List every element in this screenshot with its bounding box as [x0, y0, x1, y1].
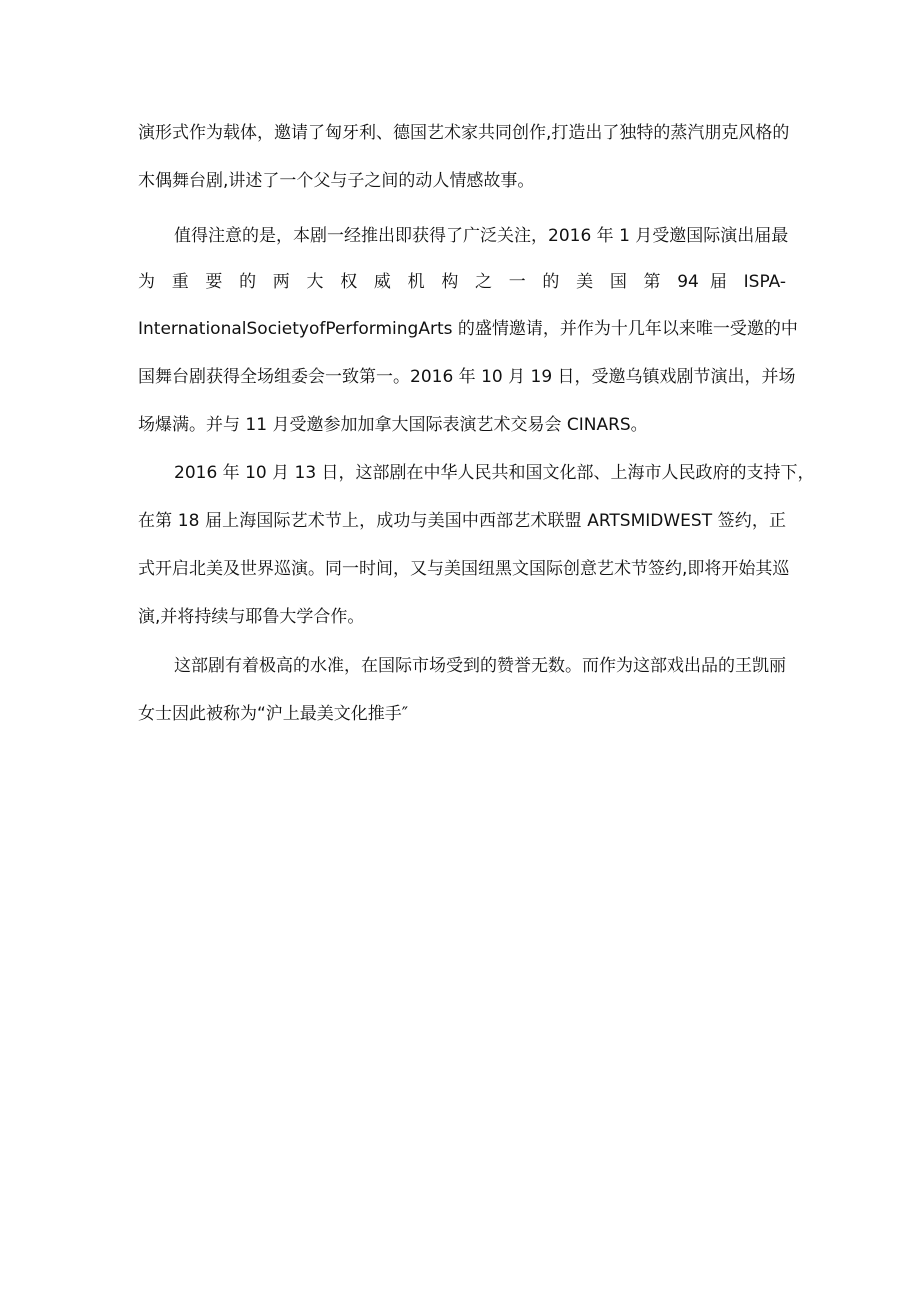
paragraph-1-line-2: 木偶舞台剧,讲述了一个父与子之间的动人情感故事。: [138, 171, 535, 191]
paragraph-3-line-2: 在第 18 届上海国际艺术节上，成功与美国中西部艺术联盟 ARTSMIDWEST 签约，正: [138, 511, 786, 531]
paragraph-4-line-1: 这部剧有着极高的水准，在国际市场受到的赞誉无数。而作为这部戏出品的王凯丽: [174, 656, 786, 676]
paragraph-3-line-1: 2016 年 10 月 13 日，这部剧在中华人民共和国文化部、上海市人民政府的支持下，: [174, 463, 815, 483]
paragraph-2-line-4: 国舞台剧获得全场组委会一致第一。2016 年 10 月 19 日，受邀乌镇戏剧节演出，并场: [138, 367, 796, 387]
paragraph-4-line-2: 女士因此被称为“沪上最美文化推手″: [138, 704, 409, 724]
paragraph-2-line-1: 值得注意的是，本剧一经推出即获得了广泛关注，2016 年 1 月受邀国际演出届最: [174, 226, 789, 246]
paragraph-3-line-3: 式开启北美及世界巡演。同一时间，又与美国纽黑文国际创意艺术节签约,即将开始其巡: [138, 559, 790, 579]
paragraph-2-line-2: 为 重 要 的 两 大 权 威 机 构 之 一 的 美 国 第 94 届 ISPA-: [138, 272, 786, 292]
paragraph-2-line-3: InternationalSocietyofPerformingArts 的盛情邀请，并作为十几年以来唯一受邀的中: [138, 319, 798, 339]
paragraph-2-line-5: 场爆满。并与 11 月受邀参加加拿大国际表演艺术交易会 CINARS。: [138, 415, 648, 435]
paragraph-3-line-4: 演,并将持续与耶鲁大学合作。: [138, 607, 365, 627]
paragraph-1-line-1: 演形式作为载体，邀请了匈牙利、德国艺术家共同创作,打造出了独特的蒸汽朋克风格的: [138, 123, 790, 143]
